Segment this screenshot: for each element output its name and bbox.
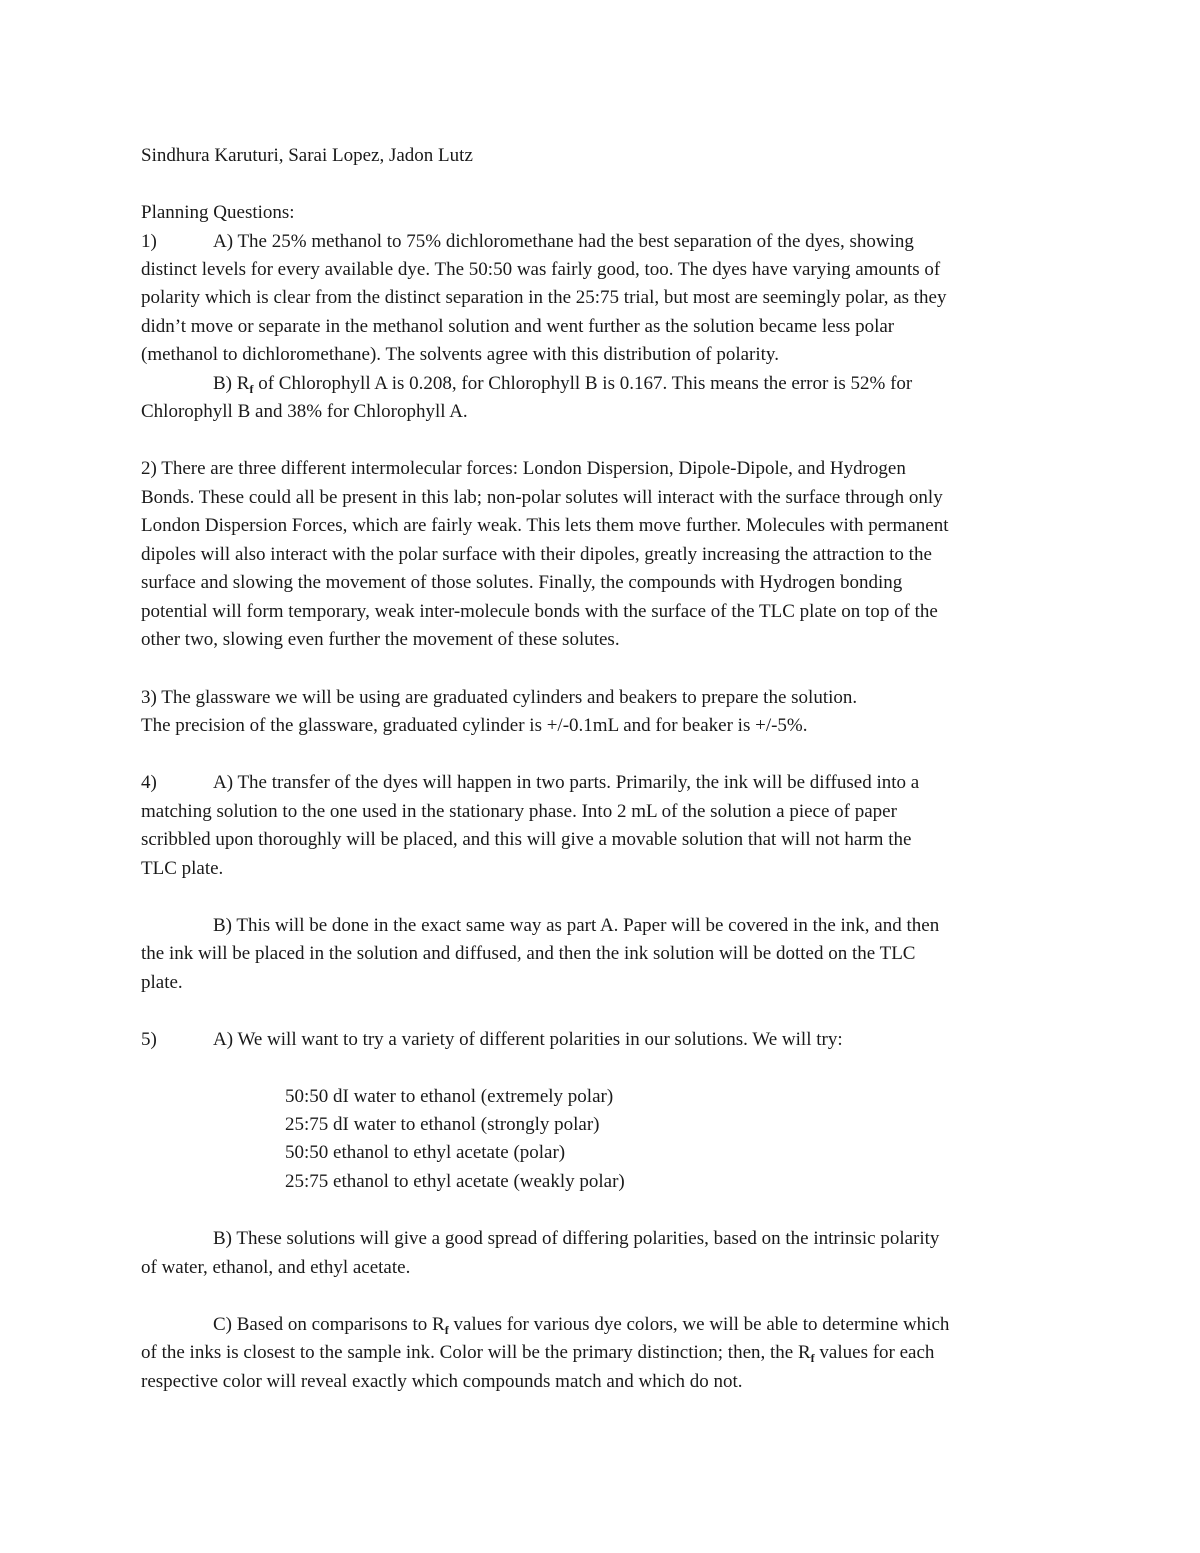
solution-item: 25:75 ethanol to ethyl acetate (weakly polar) bbox=[285, 1171, 625, 1192]
q4-line-1 bbox=[141, 773, 919, 792]
q1-b-text-2: Chlorophyll B and 38% for Chlorophyll A. bbox=[141, 401, 468, 422]
q5-b-text-1: B) These solutions will give a good spread of differing polarities, based on the intrinsic polarity bbox=[213, 1228, 940, 1249]
q1-a-text-1: A) The 25% methanol to 75% dichloromethane had the best separation of the dyes, showing bbox=[213, 231, 914, 252]
q4-label: 4) bbox=[141, 772, 157, 793]
q4-a-text-4: TLC plate. bbox=[141, 858, 224, 879]
q5-label: 5) bbox=[141, 1029, 157, 1050]
q4-a-text-2: matching solution to the one used in the stationary phase. Into 2 mL of the solution a piece of paper bbox=[141, 801, 897, 822]
q5-c-text-1: C) Based on comparisons to $R_f$ values for various dye colors, we will be able to determine which bbox=[213, 1314, 950, 1337]
q1-a-text-2: distinct levels for every available dye. The 50:50 was fairly good, too. The dyes have varying amounts of bbox=[141, 259, 941, 280]
q4-b-text-1: B) This will be done in the exact same way as part A. Paper will be covered in the ink, and then bbox=[213, 915, 940, 936]
q5-a-text: A) We will want to try a variety of different polarities in our solutions. We will try: bbox=[213, 1029, 843, 1050]
q2-text-1: 2) There are three different intermolecular forces: London Dispersion, Dipole-Dipole, and Hydrogen bbox=[141, 458, 906, 479]
q4-b-text-2: the ink will be placed in the solution and diffused, and then the ink solution will be dotted on the TLC bbox=[141, 943, 916, 964]
q4-a-text-1: A) The transfer of the dyes will happen in two parts. Primarily, the ink will be diffused into a bbox=[213, 772, 920, 793]
solution-item: 50:50 ethanol to ethyl acetate (polar) bbox=[285, 1142, 566, 1163]
q2-text-2: Bonds. These could all be present in this lab; non-polar solutes will interact with the surface through only bbox=[141, 487, 943, 508]
q2-text-3: London Dispersion Forces, which are fairly weak. This lets them move further. Molecules with permanent bbox=[141, 515, 949, 536]
subscript-f: f bbox=[249, 382, 254, 396]
q2-text-7: other two, slowing even further the movement of these solutes. bbox=[141, 629, 620, 650]
q5-line-1 bbox=[141, 1030, 843, 1049]
q1-a-text-4: didn’t move or separate in the methanol solution and went further as the solution became less polar bbox=[141, 316, 895, 337]
q5-c-text-2: of the inks is closest to the sample ink. Color will be the primary distinction; then, the $R_f$ values for each bbox=[141, 1342, 935, 1365]
subscript-f: f bbox=[810, 1351, 815, 1365]
q3-text-2: The precision of the glassware, graduated cylinder is +/-0.1mL and for beaker is +/-5%. bbox=[141, 715, 808, 736]
q1-b-text-1: B) $R_f$ of Chlorophyll A is 0.208, for Chlorophyll B is 0.167. This means the error is 52% for bbox=[213, 373, 913, 396]
solution-item: 50:50 dI water to ethanol (extremely polar) bbox=[285, 1086, 614, 1107]
q2-text-4: dipoles will also interact with the polar surface with their dipoles, greatly increasing the attraction to the bbox=[141, 544, 932, 565]
q1-a-text-3: polarity which is clear from the distinct separation in the 25:75 trial, but most are seemingly polar, as they bbox=[141, 287, 947, 308]
q2-text-5: surface and slowing the movement of those solutes. Finally, the compounds with Hydrogen bonding bbox=[141, 572, 903, 593]
solution-item: 25:75 dI water to ethanol (strongly polar) bbox=[285, 1114, 600, 1135]
q5-c-text-3: respective color will reveal exactly which compounds match and which do not. bbox=[141, 1371, 743, 1392]
q4-b-text-3: plate. bbox=[141, 972, 183, 993]
q1-line-1 bbox=[141, 232, 914, 251]
q4-a-text-3: scribbled upon thoroughly will be placed, and this will give a movable solution that will not harm the bbox=[141, 829, 912, 850]
q3-text-1: 3) The glassware we will be using are graduated cylinders and beakers to prepare the solution. bbox=[141, 687, 858, 708]
q2-text-6: potential will form temporary, weak inter-molecule bonds with the surface of the TLC plate on top of the bbox=[141, 601, 938, 622]
section-heading: Planning Questions: bbox=[141, 202, 295, 223]
q1-a-text-5: (methanol to dichloromethane). The solvents agree with this distribution of polarity. bbox=[141, 344, 779, 365]
q1-label: 1) bbox=[141, 231, 157, 252]
authors: Sindhura Karuturi, Sarai Lopez, Jadon Lutz bbox=[141, 145, 473, 166]
subscript-f: f bbox=[444, 1323, 449, 1337]
q5-b-text-2: of water, ethanol, and ethyl acetate. bbox=[141, 1257, 411, 1278]
